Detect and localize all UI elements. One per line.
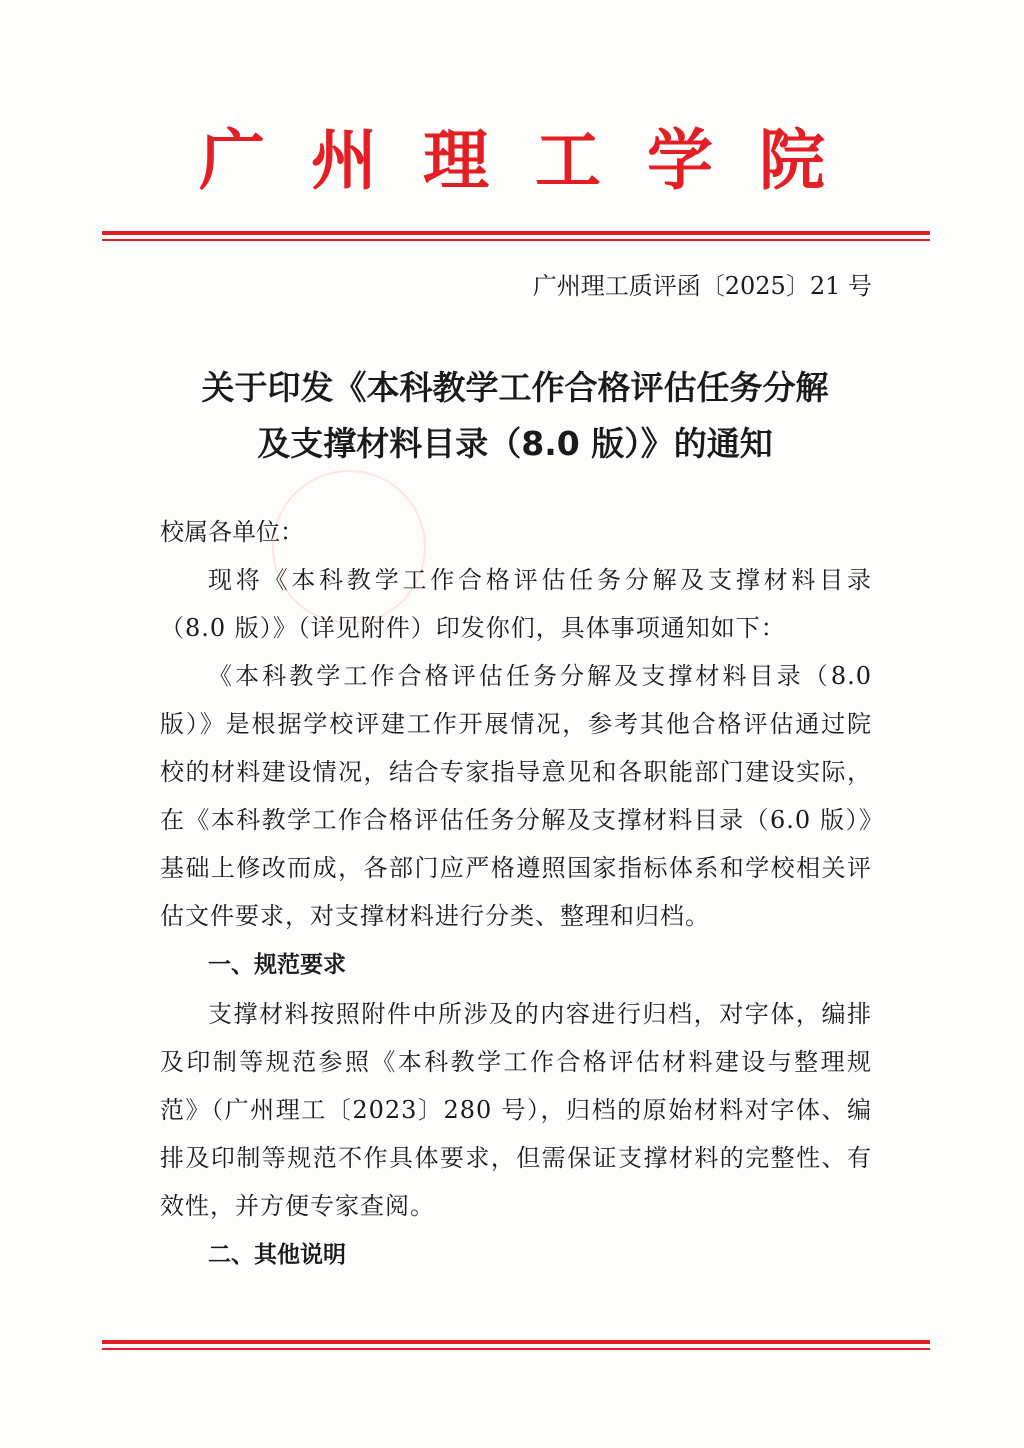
section-1-heading: 一、规范要求 [208,952,346,978]
header-divider-thick [102,231,930,235]
footer-divider-thick [102,1340,930,1344]
notice-body [160,508,872,1280]
header-divider [102,231,930,241]
header-divider-thin [102,239,930,241]
notice-title-line-1: 关于印发《本科教学工作合格评估任务分解 [201,368,829,407]
body-paragraph-1: 现将《本科教学工作合格评估任务分解及支撑材料目录（8.0 版）》（详见附件）印发你们，具体事项通知如下： [160,566,872,642]
footer-divider-thin [102,1348,930,1350]
notice-title [100,360,930,472]
section-2-heading: 二、其他说明 [208,1242,346,1268]
section-1-paragraph: 支撑材料按照附件中所涉及的内容进行归档，对字体，编排及印制等规范参照《本科教学工作合格评估材料建设与整理规范》（广州理工〔2023〕280 号），归档的原始材料对字体、编排及印制等规范不作具体要求，但需保证支撑材料的完整性、有效性，并方便专家查阅。 [160,1000,872,1220]
footer-divider [102,1340,930,1350]
org-name-header: 广州理工学院 [199,122,871,199]
notice-title-line-2: 及支撑材料目录（8.0 版）》的通知 [257,424,773,463]
body-paragraph-2: 《本科教学工作合格评估任务分解及支撑材料目录（8.0 版）》是根据学校评建工作开展情况，参考其他合格评估通过院校的材料建设情况，结合专家指导意见和各职能部门建设实际，在《本科教学工作合格评估任务分解及支撑材料目录（6.0 版）》基础上修改而成，各部门应严格遵照国家指标体系和学校相关评估文件要求，对支撑材料进行分类、整理和归档。 [160,662,872,930]
salutation: 校属各单位： [160,518,304,546]
document-number: 广州理工质评函〔2025〕21 号 [532,272,872,300]
